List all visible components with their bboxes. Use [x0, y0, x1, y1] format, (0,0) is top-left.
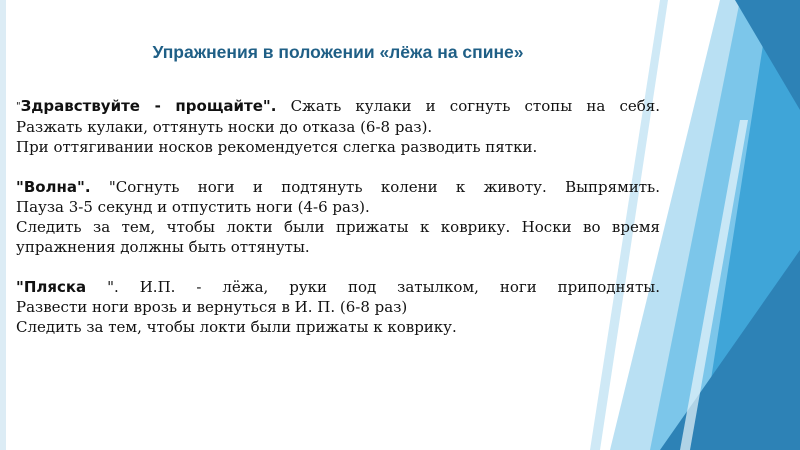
slide-title: Упражнения в положении «лёжа на спине»: [152, 42, 524, 62]
exercise-text: Сжать кулаки и согнуть стопы на себя.: [276, 97, 660, 115]
exercise-line-1: [16, 277, 660, 297]
exercise-name: Здравствуйте - прощайте".: [20, 97, 277, 115]
exercise-open-quote: ": [16, 101, 21, 112]
exercise-wave: [16, 177, 660, 257]
exercise-line-2: Пауза 3-5 секунд и отпустить ноги (4-6 раз).: [16, 198, 370, 216]
exercise-line-2: Разжать кулаки, оттянуть носки до отказа (6-8 раз).: [16, 118, 433, 136]
exercise-line-3: При оттягивании носков рекомендуется слегка разводить пятки.: [16, 138, 538, 156]
exercise-line-3: Следить за тем, чтобы локти были прижаты к коврику. Носки во время упражнения должны быть оттянуты.: [16, 218, 660, 256]
exercise-dance: [16, 277, 660, 337]
exercise-list: [16, 96, 660, 357]
exercise-hello-goodbye: [16, 96, 660, 157]
exercise-text: "Согнуть ноги и подтянуть колени к животу. Выпрямить.: [90, 178, 660, 196]
exercise-line-3: Следить за тем, чтобы локти были прижаты к коврику.: [16, 318, 457, 336]
exercise-name: "Волна".: [16, 178, 91, 196]
exercise-text: ". И.П. - лёжа, руки под затылком, ноги приподняты.: [86, 278, 660, 296]
exercise-line-2: Развести ноги врозь и вернуться в И. П. (6-8 раз): [16, 298, 408, 316]
exercise-line-1: [16, 96, 660, 117]
exercise-line-1: [16, 177, 660, 197]
exercise-name: "Пляска: [16, 278, 87, 296]
